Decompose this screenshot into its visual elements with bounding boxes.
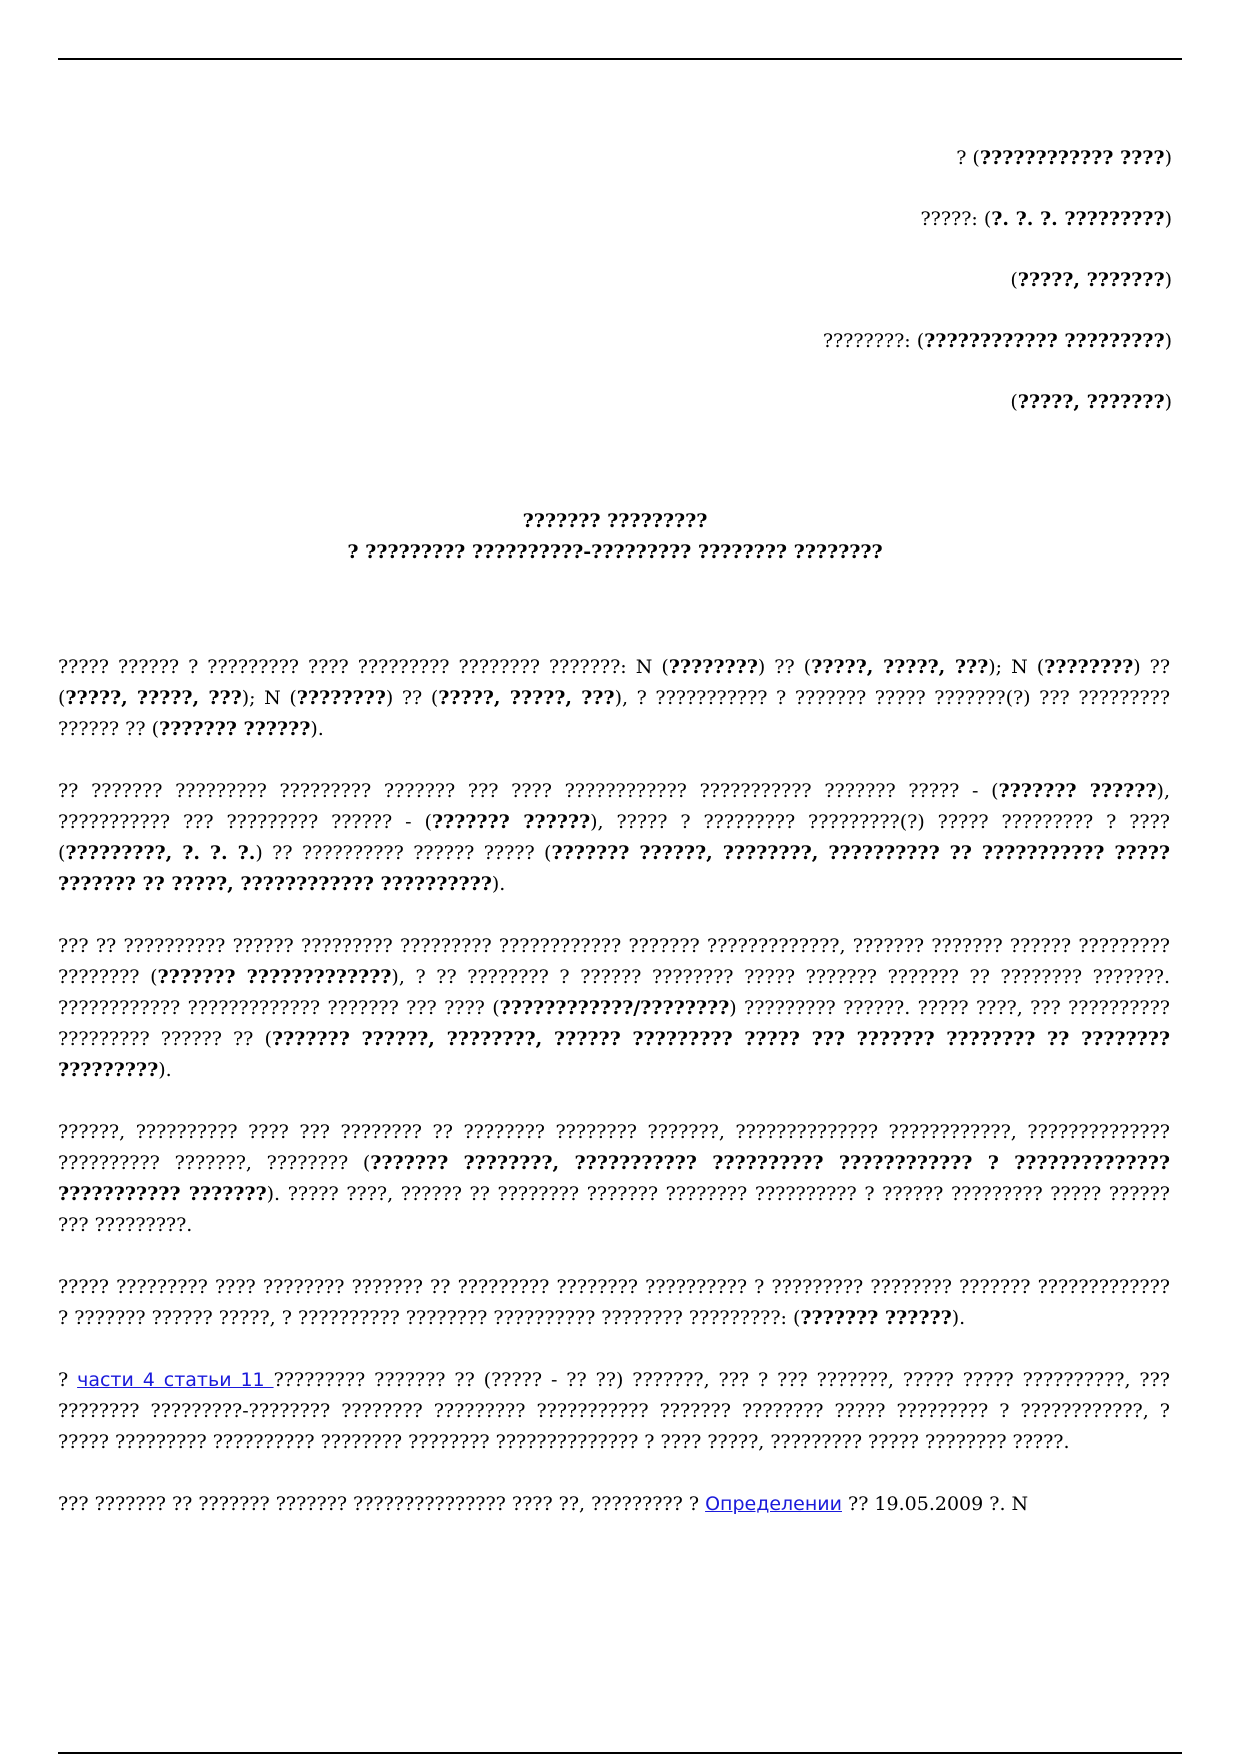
header-line-court (823, 146, 1172, 207)
paragraph-text: ); N ( (241, 687, 297, 709)
paragraph-text: ? (58, 1369, 78, 1391)
bold-text: ???????? (668, 656, 758, 678)
paragraph-text: ) ?? ( (385, 687, 439, 709)
paragraph-text: ). ????? ????, ?????? ?? ???????? ??????? ???????? ?????????? ? ?????? ????????? ????? ?????? ??? ?????????. (58, 1183, 1170, 1236)
document-header (823, 146, 1172, 451)
paragraph-text: ????????? ??????? ?? (????? - ?? ??) ???????, ??? ? ??? ???????, ????? ????? ??????????, ??? ???????? ?????????-???????? ???????? ????????? ??????????? ??????? ???????? ????? ????????? ? ????????????, ? ????? ????????? ?????????? ???????? ???????? ?????????????? ? ???? ?????, ????????? ????? ???????? ?????. (58, 1369, 1170, 1453)
bold-text: ??????? ????????, ??????????? ?????????? ???????????? ? ?????????????? ??????????? ??????? (58, 1152, 1170, 1205)
paragraph (58, 1489, 1170, 1520)
paragraph-text: ??????, ?????????? ???? ??? ???????? ?? ???????? ???????? ???????, ?????????????? ????????????, ?????????????? ?????????? ???????, ???????? ( (58, 1121, 1170, 1174)
paragraph-text: ), ? ?? ???????? ? ?????? ???????? ????? ??????? ??????? ?? ???????? ???????. ???????????? ????????????? ??????? ??? ???? ( (58, 966, 1170, 1019)
header-line-bold: ???????????? ???? (979, 147, 1165, 169)
bold-text: ?????, ?????, ??? (438, 687, 615, 709)
header-line-text: ) (1164, 391, 1172, 413)
paragraph-text: ) ?? ( (58, 656, 1171, 709)
header-line-text: ) (1164, 147, 1172, 169)
bold-text: ??????? ?????? (158, 718, 311, 740)
paragraph (58, 1272, 1170, 1334)
header-line-text: ?????: ( (920, 208, 992, 230)
document-link[interactable]: Определении (705, 1493, 842, 1515)
header-line-text: ) (1164, 208, 1172, 230)
paragraph-text: ); N ( (988, 656, 1045, 678)
paragraph-text: ????? ?????? ? ????????? ???? ????????? ???????? ???????: N ( (58, 656, 669, 678)
bold-text: ?????????, ?. ?. ?. (65, 842, 256, 864)
header-line-text: ) (1164, 330, 1172, 352)
header-line-text: ( (1010, 391, 1018, 413)
paragraph (58, 1365, 1170, 1458)
header-line-text: ) (1164, 269, 1172, 291)
paragraph (58, 931, 1170, 1086)
paragraph-text: ) ????????? ??????. ????? ????, ??? ?????????? ????????? ?????? ?? ( (58, 997, 1170, 1050)
bold-text: ??????? ??????, ????????, ?????????? ?? ??????????? ????? ??????? ?? ?????, ???????????? ?????????? (58, 842, 1170, 895)
bold-text: ??????? ?????? (431, 811, 591, 833)
paragraph (58, 776, 1170, 900)
header-line-text: ? ( (956, 147, 980, 169)
paragraph-text: ), ? ??????????? ? ??????? ????? ???????(?) ??? ????????? ?????? ?? ( (58, 687, 1171, 740)
paragraph-text: ??? ??????? ?? ??????? ??????? ??????????????? ???? ??, ????????? ? (58, 1493, 706, 1515)
paragraph-text: ), ????? ? ????????? ?????????(?) ????? ????????? ? ???? ( (58, 811, 1170, 864)
paragraph-text: ) ?? ( (757, 656, 812, 678)
document-title (58, 506, 1172, 568)
paragraph (58, 1117, 1170, 1241)
paragraph-text: ). (310, 718, 324, 740)
document-body (58, 652, 1170, 1551)
header-line-bold: ?. ?. ?. ????????? (991, 208, 1165, 230)
header-line-bold: ???????????? ????????? (924, 330, 1165, 352)
paragraph-text: ??? ?? ?????????? ?????? ????????? ????????? ???????????? ??????? ?????????????, ??????? ??????? ?????? ????????? ???????? ( (58, 935, 1170, 988)
paragraph (58, 652, 1170, 745)
header-line-bold: ?????, ??????? (1017, 269, 1165, 291)
paragraph-text: ) ?? ?????????? ?????? ????? ( (255, 842, 552, 864)
bold-text: ????????????/???????? (499, 997, 730, 1019)
paragraph-text: ?? ??????? ????????? ????????? ??????? ??? ???? ???????????? ??????????? ??????? ????? - ( (58, 780, 999, 802)
title-line-1: ??????? ????????? (522, 510, 708, 532)
bold-text: ??????? ?????? (800, 1307, 952, 1329)
paragraph-text: ). (491, 873, 506, 895)
header-line-text: ????????: ( (822, 330, 925, 352)
top-rule (58, 58, 1182, 60)
header-line-bold: ?????, ??????? (1017, 391, 1165, 413)
header-line-from-address (823, 268, 1172, 329)
header-line-defendant (823, 329, 1172, 390)
title-line-2: ? ????????? ??????????-????????? ???????? ???????? (347, 541, 883, 563)
header-line-text: ( (1010, 269, 1018, 291)
bold-text: ??????? ??????, ????????, ?????? ????????? ????? ??? ??????? ???????? ?? ???????? ????????? (58, 1028, 1171, 1081)
document-link[interactable]: части 4 статьи 11 (77, 1369, 274, 1391)
paragraph-text: ?? 19.05.2009 ?. N (841, 1493, 1029, 1515)
header-line-defendant-address (823, 390, 1172, 451)
paragraph-text: ????? ????????? ???? ???????? ??????? ?? ????????? ???????? ?????????? ? ????????? ???????? ??????? ????????????? ? ??????? ?????? ?????, ? ?????????? ???????? ?????????? ???????? ?????????: ( (58, 1276, 1170, 1329)
paragraph-text: ). (951, 1307, 966, 1329)
bold-text: ???????? (1044, 656, 1134, 678)
header-line-from (823, 207, 1172, 268)
paragraph-text: ), ??????????? ??? ????????? ?????? - ( (58, 780, 1170, 833)
bold-text: ??????? ????????????? (157, 966, 392, 988)
bold-text: ??????? ?????? (998, 780, 1157, 802)
paragraph-text: ). (158, 1059, 172, 1081)
bold-text: ?????, ?????, ??? (811, 656, 989, 678)
bold-text: ???????? (296, 687, 386, 709)
bold-text: ?????, ?????, ??? (65, 687, 242, 709)
